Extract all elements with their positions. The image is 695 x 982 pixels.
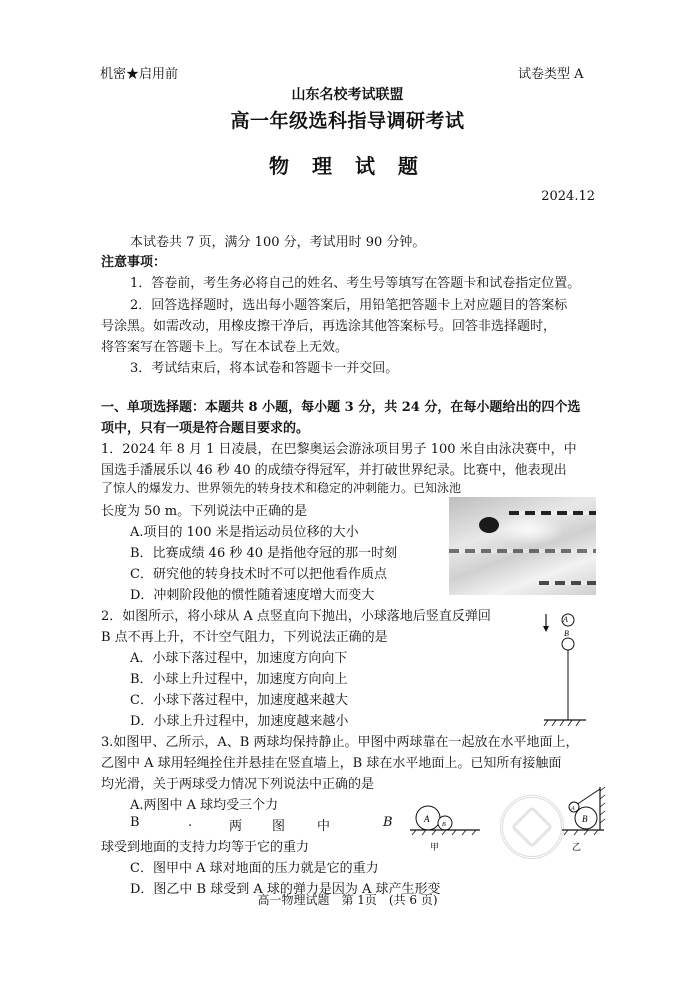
q2-option-c: C．小球下落过程中，加速度越来越大 xyxy=(130,693,348,708)
section-heading-line-1: 一、单项选择题：本题共 8 小题，每小题 3 分，共 24 分，在每小题给出的四个选 xyxy=(101,400,581,415)
paper-type-label: 试卷类型 A xyxy=(518,67,584,82)
q3-stem-line-1: 3.如图甲、乙所示，A、B 两球均保持静止。甲图中两球靠在一起放在水平地面上， xyxy=(101,735,579,750)
q2-option-b: B．小球上升过程中，加速度方向向上 xyxy=(130,672,348,687)
note-2-line-1: 2．回答选择题时，选出每小题答案后，用铅笔把答题卡上对应题目的答案标 xyxy=(130,298,568,313)
q3-option-b-ball: B xyxy=(383,815,393,830)
q2-option-d: D．小球上升过程中，加速度越来越小 xyxy=(130,714,349,729)
q2-stem-line-1: 2．如图所示，将小球从 A 点竖直向下抛出，小球落地后竖直反弹回 xyxy=(101,609,491,624)
q3-jia-label-b: B xyxy=(442,822,446,828)
swimmer-head xyxy=(479,517,499,533)
q3-yi-caption: 乙 xyxy=(572,842,582,852)
note-1: 1．答卷前，考生务必将自己的姓名、考生号等填写在答题卡和试卷指定位置。 xyxy=(130,276,581,291)
exam-date: 2024.12 xyxy=(541,189,595,204)
q3-jia-caption: 甲 xyxy=(430,842,440,852)
exam-title: 高一年级选科指导调研考试 xyxy=(230,110,465,132)
lane-rope xyxy=(449,549,596,553)
q3-stem-line-3: 均光滑，关于两球受力情况下列说法中正确的是 xyxy=(101,777,375,792)
q3-option-b-cont: 球受到地面的支持力均等于它的重力 xyxy=(101,840,310,855)
q3-yi-label-b: B xyxy=(582,814,588,824)
section-heading-line-2: 项中，只有一项是符合题目要求的。 xyxy=(101,421,310,436)
q3-option-b-word: 中 xyxy=(317,819,331,834)
note-2-line-3: 将答案写在答题卡上。写在本试卷上无效。 xyxy=(101,340,349,355)
q2-stem-line-2: B 点不再上升，不计空气阻力，下列说法正确的是 xyxy=(101,630,388,645)
q2-label-b: B xyxy=(564,629,569,638)
subject-title: 物 理 试 题 xyxy=(269,154,426,178)
q1-option-b: B．比赛成绩 46 秒 40 是指他夺冠的那一时刻 xyxy=(130,546,398,561)
q3-figure-yi xyxy=(562,785,612,855)
water-splash xyxy=(494,515,564,545)
q3-jia-label-a: A xyxy=(424,814,430,824)
notes-title: 注意事项： xyxy=(101,255,167,270)
q1-stem-line-1: 1．2024 年 8 月 1 日凌晨，在巴黎奥运会游泳项目男子 100 米自由泳决赛中，中 xyxy=(101,442,577,457)
page-footer: 高一物理试题 第 1页 (共 6 页) xyxy=(257,893,438,907)
org-title: 山东名校考试联盟 xyxy=(291,87,404,103)
q1-stem-line-3: 了惊人的爆发力、世界领先的转身技术和稳定的冲刺能力。已知泳池 xyxy=(101,481,462,495)
q2-diagram xyxy=(538,608,590,736)
q3-option-b-word: 两 xyxy=(229,819,243,834)
note-2-line-2: 号涂黑。如需改动，用橡皮擦干净后，再选涂其他答案标号。回答非选择题时， xyxy=(101,319,557,334)
q3-option-a: A.两图中 A 球均受三个力 xyxy=(130,798,279,813)
note-3: 3．考试结束后，将本试卷和答题卡一并交回。 xyxy=(130,361,399,376)
q3-option-c: C．图甲中 A 球对地面的压力就是它的重力 xyxy=(130,861,379,876)
q3-option-b-letter: B xyxy=(130,815,140,830)
q3-option-d: D．图乙中 B 球受到 A 球的弹力是因为 A 球产生形变 xyxy=(130,882,441,897)
lane-rope xyxy=(539,581,596,585)
q2-option-a: A．小球下落过程中，加速度方向向下 xyxy=(130,651,348,666)
q3-option-b-dot: . xyxy=(188,815,193,830)
q3-option-b-word: 图 xyxy=(272,819,286,834)
q1-stem-line-4: 长度为 50 m。下列说法中正确的是 xyxy=(101,504,308,519)
swimmer-photo xyxy=(449,497,596,595)
q3-figure-jia xyxy=(410,798,490,858)
q1-option-a: A.项目的 100 米是指运动员位移的大小 xyxy=(130,525,359,540)
confidential-label: 机密★启用前 xyxy=(100,67,179,82)
q1-option-d: D．冲刺阶段他的惯性随着速度增大而变大 xyxy=(130,588,375,603)
q1-option-c: C．研究他的转身技术时不可以把他看作质点 xyxy=(130,567,387,582)
intro-line: 本试卷共 7 页，满分 100 分，考试用时 90 分钟。 xyxy=(130,235,426,250)
q2-label-a: A xyxy=(563,615,568,624)
q3-yi-label-a: A xyxy=(571,806,575,812)
q3-stem-line-2: 乙图中 A 球用轻绳拴住并悬挂在竖直墙上，B 球在水平地面上。已知所有接触面 xyxy=(101,756,562,771)
q1-stem-line-2: 国选手潘展乐以 46 秒 40 的成绩夺得冠军，并打破世界纪录。比赛中，他表现出 xyxy=(101,463,567,478)
watermark-seal xyxy=(500,795,564,859)
